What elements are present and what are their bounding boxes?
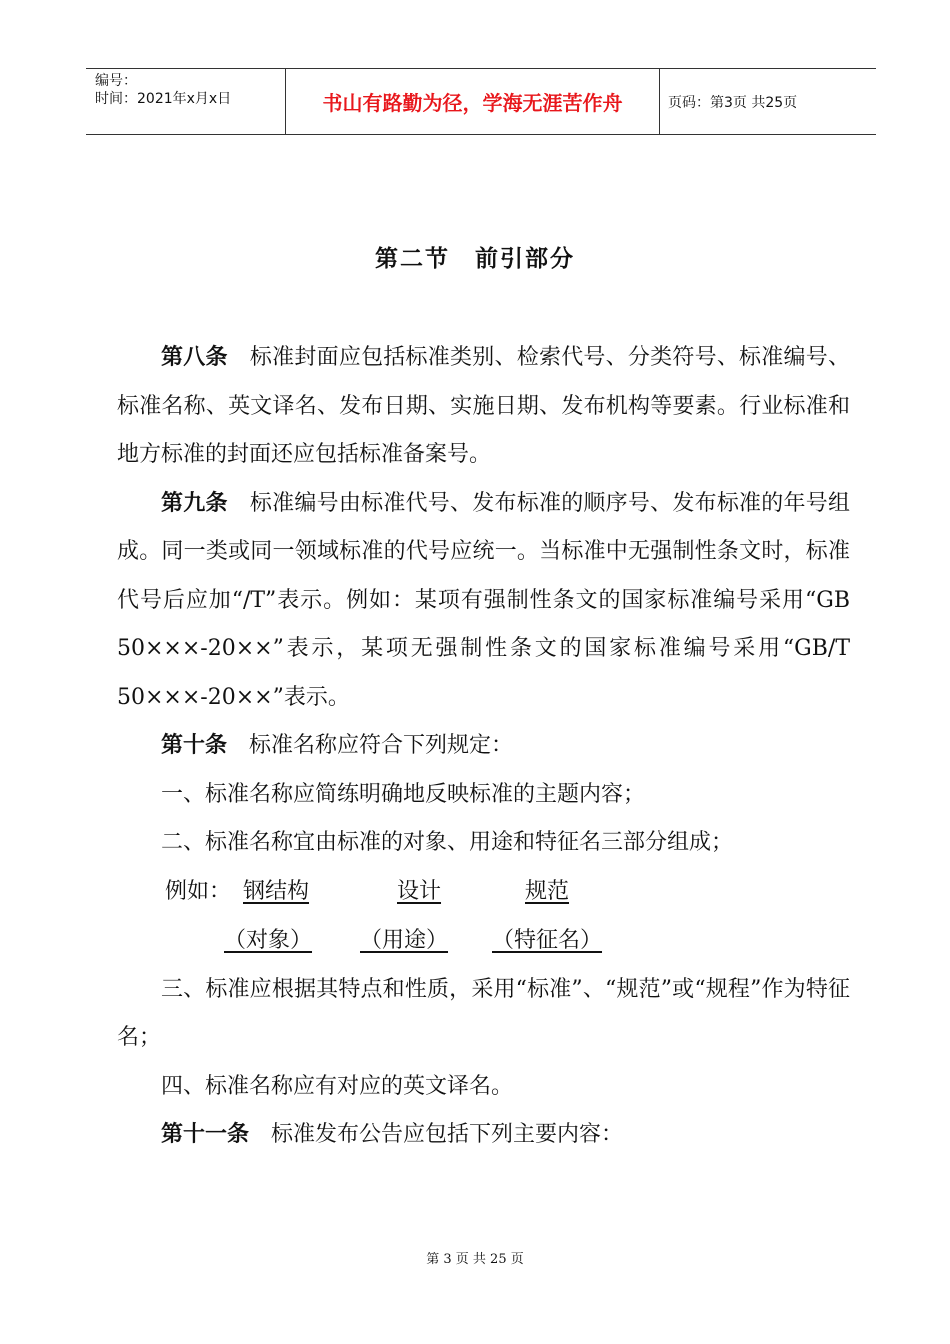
- header-code-label: 编号：: [95, 73, 137, 89]
- article-11-title: 第十一条: [161, 1122, 250, 1147]
- example-word-object: 钢结构: [243, 878, 310, 904]
- article-8: [117, 334, 850, 480]
- role-feature: （特征名）: [492, 927, 603, 953]
- list-item-1: 一、标准名称应简练明确地反映标准的主题内容；: [161, 781, 646, 807]
- example-word-feature: 规范: [525, 878, 570, 904]
- article-10-text: 标准名称应符合下列规定：: [249, 733, 514, 758]
- article-8-text: 标准封面应包括标准类别、检索代号、分类符号、标准编号、标准名称、英文译名、发布日期、实施日期、发布机构等要素。行业标准和地方标准的封面还应包括标准备案号。: [117, 345, 850, 467]
- article-9-title: 第九条: [161, 490, 228, 516]
- article-9-text: 标准编号由标准代号、发布标准的顺序号、发布标准的年号组成。同一类或同一领域标准的代号应统一。当标准中无强制性条文时，标准代号后应加“/T”表示。例如：某项有强制性条文的国家标准编号采用“GB 50×××-20××”表示，某项无强制性条文的国家标准编号采用“GB/T 50×××-20××”表示。: [117, 490, 850, 710]
- header-meta: [86, 69, 286, 134]
- role-purpose: （用途）: [360, 927, 449, 953]
- article-9: [117, 480, 850, 723]
- article-10: [117, 722, 850, 771]
- list-item-2: 二、标准名称宜由标准的对象、用途和特征名三部分组成；: [161, 830, 734, 855]
- list-item-4: 四、标准名称应有对应的英文译名。: [161, 1073, 514, 1099]
- example-roles-row: [117, 917, 850, 966]
- example-word-purpose: 设计: [397, 878, 442, 904]
- header-motto: 书山有路勤为径，学海无涯苦作舟: [286, 69, 660, 134]
- article-11-text: 标准发布公告应包括下列主要内容：: [271, 1122, 624, 1147]
- role-object: （对象）: [224, 927, 313, 953]
- document-body: [117, 334, 850, 1160]
- section-title: 第二节 前引部分: [375, 246, 575, 272]
- article-8-title: 第八条: [161, 345, 228, 370]
- article-10-title: 第十条: [161, 733, 228, 758]
- page-footer: 第 3 页 共 25 页: [426, 1252, 524, 1267]
- header-page-label: 页码：第3页 共25页: [668, 94, 798, 111]
- page-header: [86, 68, 876, 135]
- example-row: [117, 868, 850, 917]
- list-item-3: 三、标准应根据其特点和性质，采用“标准”、“规范”或“规程”作为特征名；: [117, 976, 850, 1050]
- example-label: 例如：: [165, 878, 232, 904]
- header-time-label: 时间：2021年x月x日: [95, 91, 232, 107]
- article-11: [117, 1111, 850, 1160]
